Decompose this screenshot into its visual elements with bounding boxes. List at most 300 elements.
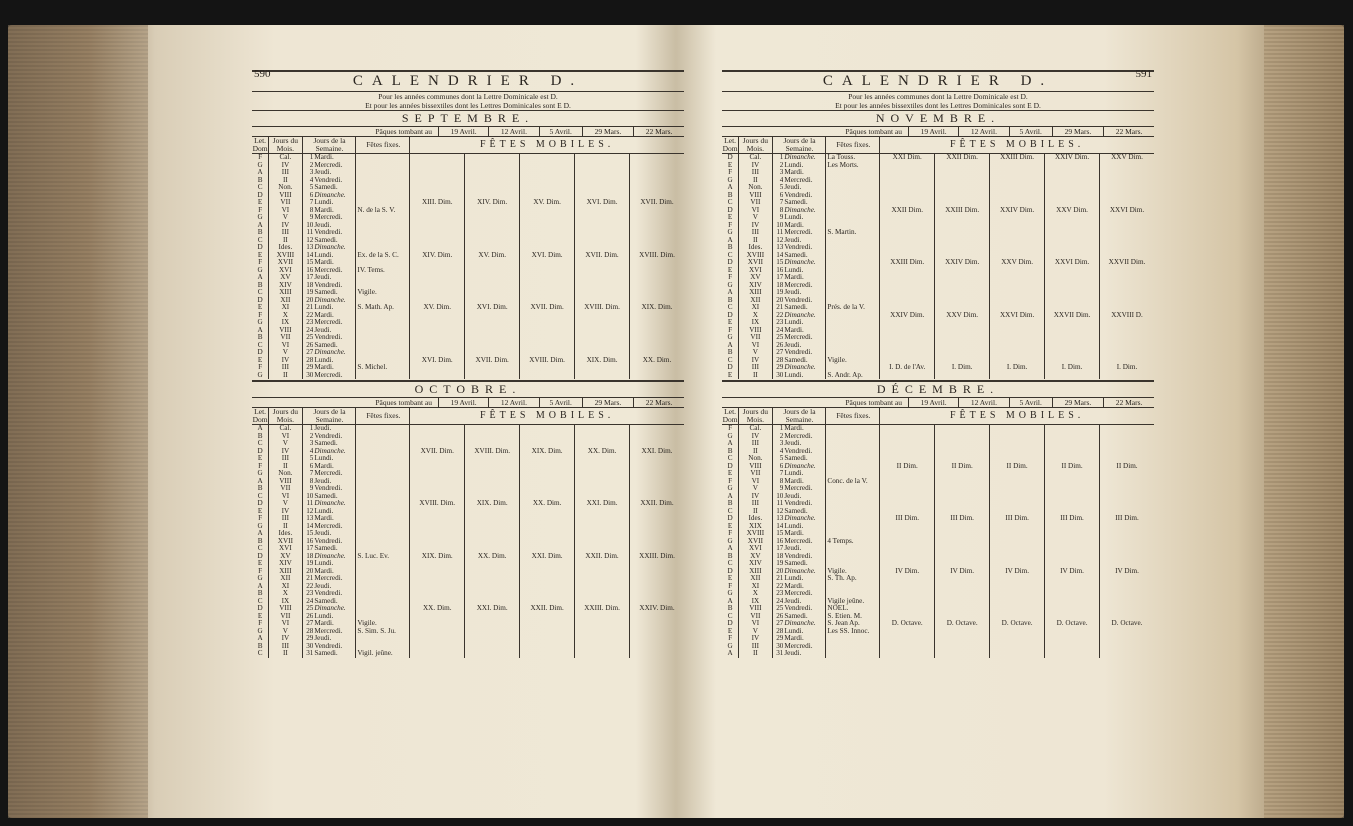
fixed-feast [826, 635, 880, 643]
movable-empty [630, 643, 684, 651]
movable-empty [935, 455, 990, 463]
movable-empty [520, 207, 575, 215]
movable-empty [990, 605, 1045, 613]
roman-day: XV [739, 274, 772, 282]
movable-empty [935, 282, 990, 290]
dominical-letter: C [727, 560, 733, 567]
day-number: 13 [772, 244, 783, 252]
dominical-letter: C [257, 650, 263, 657]
roman-day: XVII [739, 259, 772, 267]
day-number: 4 [772, 448, 783, 456]
day-number: 2 [772, 433, 783, 441]
day-row [722, 259, 1154, 267]
day-number: 26 [302, 613, 313, 621]
movable-empty [1100, 342, 1154, 350]
day-row [722, 192, 1154, 200]
dominical-letter: E [257, 507, 263, 515]
movable-empty [630, 635, 684, 643]
movable-empty [935, 583, 990, 591]
roman-day: II [739, 448, 772, 456]
movable-empty [520, 620, 575, 628]
day-row [722, 334, 1154, 342]
roman-day: II [739, 177, 772, 185]
movable-empty [630, 334, 684, 342]
dominical-letter: C [727, 507, 733, 515]
movable-empty [465, 433, 520, 441]
movable-empty [935, 267, 990, 275]
day-row [722, 364, 1154, 372]
day-number: 12 [772, 237, 783, 245]
movable-empty [630, 364, 684, 372]
movable-empty [575, 154, 630, 162]
movable-feast: XXVII Dim. [1045, 312, 1100, 320]
day-row [722, 455, 1154, 463]
movable-empty [1100, 560, 1154, 568]
movable-empty [990, 575, 1045, 583]
movable-feast: XXIII. Dim. [575, 605, 630, 613]
movable-empty [465, 568, 520, 576]
day-row [722, 289, 1154, 297]
roman-day: XVI [269, 267, 302, 275]
day-number: 16 [772, 267, 783, 275]
fixed-feast [356, 643, 410, 651]
day-number: 14 [302, 252, 313, 260]
movable-empty [630, 590, 684, 598]
day-number: 18 [302, 553, 313, 561]
day-number: 23 [772, 590, 783, 598]
movable-empty [630, 628, 684, 636]
day-number: 23 [772, 319, 783, 327]
day-row [722, 538, 1154, 546]
movable-empty [990, 583, 1045, 591]
dominical-letter: G [727, 334, 733, 341]
movable-empty [410, 440, 465, 448]
movable-empty [880, 327, 935, 335]
fixed-feast [356, 214, 410, 222]
day-row [722, 545, 1154, 553]
movable-empty [1045, 440, 1100, 448]
weekday: Mardi. [314, 462, 334, 470]
roman-day: Non. [739, 455, 772, 463]
roman-day: VIII [269, 327, 302, 335]
movable-empty [1045, 229, 1100, 237]
day-row [722, 154, 1154, 162]
weekday: Vendredi. [314, 432, 343, 440]
day-row [252, 334, 684, 342]
dominical-letter: A [727, 650, 733, 657]
day-row [252, 289, 684, 297]
fixed-feast: S. Jean Ap. [826, 620, 880, 628]
movable-feast: XXII. Dim. [630, 500, 684, 508]
movable-empty [935, 184, 990, 192]
movable-empty [1100, 530, 1154, 538]
day-row [252, 440, 684, 448]
movable-empty [575, 470, 630, 478]
movable-feast: XXVI Dim. [990, 312, 1045, 320]
dominical-letter: C [257, 184, 263, 191]
movable-feast: III Dim. [1100, 515, 1154, 523]
movable-empty [575, 455, 630, 463]
movable-empty [990, 553, 1045, 561]
movable-empty [990, 613, 1045, 621]
day-number: 28 [302, 357, 313, 365]
day-number: 29 [302, 364, 313, 372]
movable-empty [410, 342, 465, 350]
roman-day: VII [269, 199, 302, 207]
fixed-feast [826, 349, 880, 357]
fixed-feast [356, 177, 410, 185]
movable-empty [990, 448, 1045, 456]
movable-empty [575, 440, 630, 448]
movable-empty [465, 349, 520, 357]
weekday: Jeudi. [784, 650, 802, 657]
header-row [252, 408, 684, 425]
movable-empty [1045, 319, 1100, 327]
dominical-letter: F [258, 462, 263, 470]
movable-empty [935, 598, 990, 606]
day-number: 17 [772, 274, 783, 282]
movable-empty [410, 455, 465, 463]
paques-date: 12 Avril. [959, 398, 1009, 408]
day-number: 29 [302, 635, 313, 643]
movable-empty [990, 433, 1045, 441]
dominical-letter: E [257, 199, 263, 206]
movable-empty [935, 530, 990, 538]
dominical-letter: B [257, 485, 263, 492]
movable-feast: XVI. Dim. [520, 252, 575, 260]
movable-empty [1045, 500, 1100, 508]
fixed-feast [356, 613, 410, 621]
movable-empty [1100, 214, 1154, 222]
day-row [722, 357, 1154, 365]
movable-empty [410, 568, 465, 576]
movable-empty [1100, 628, 1154, 636]
day-row [252, 192, 684, 200]
day-row [252, 568, 684, 576]
header-let: Let. Dom [252, 407, 268, 424]
movable-empty [990, 538, 1045, 546]
roman-day: XIII [269, 289, 302, 297]
weekday: Dimanche. [314, 244, 346, 251]
dominical-letter: D [257, 191, 263, 199]
movable-empty [410, 613, 465, 621]
weekday: Jeudi. [314, 477, 332, 485]
weekday: Jeudi. [314, 635, 332, 642]
movable-empty [465, 274, 520, 282]
movable-empty [630, 259, 684, 267]
roman-day: XI [739, 304, 772, 312]
roman-day: VII [269, 334, 302, 342]
movable-empty [1100, 274, 1154, 282]
fixed-feast [826, 530, 880, 538]
roman-day: Non. [739, 184, 772, 192]
fixed-feast [826, 274, 880, 282]
roman-day: VII [739, 470, 772, 478]
movable-empty [575, 620, 630, 628]
movable-empty [410, 244, 465, 252]
movable-empty [935, 252, 990, 260]
movable-empty [880, 342, 935, 350]
roman-day: VII [739, 334, 772, 342]
dominical-letter: D [727, 259, 733, 266]
dominical-letter: D [257, 552, 263, 560]
movable-empty [465, 162, 520, 170]
movable-empty [520, 364, 575, 372]
weekday: Mardi. [314, 620, 334, 627]
movable-empty [1045, 590, 1100, 598]
movable-feast: I. Dim. [935, 364, 990, 372]
fixed-feast [356, 590, 410, 598]
weekday: Vendredi. [784, 349, 813, 356]
fixed-feast: La Touss. [826, 154, 880, 162]
fixed-feast [356, 583, 410, 591]
day-number: 19 [302, 289, 313, 297]
roman-day: VI [269, 620, 302, 628]
movable-empty [465, 259, 520, 267]
weekday: Dimanche. [314, 552, 346, 560]
roman-day: VIII [739, 463, 772, 471]
dominical-letter: B [257, 176, 263, 184]
roman-day: III [739, 169, 772, 177]
paques-date: 5 Avril. [1009, 398, 1052, 408]
weekday: Jeudi. [314, 274, 332, 281]
roman-day: II [269, 650, 302, 658]
movable-empty [410, 478, 465, 486]
movable-empty [575, 237, 630, 245]
movable-empty [1100, 177, 1154, 185]
movable-empty [990, 478, 1045, 486]
movable-feast: D. Octave. [1045, 620, 1100, 628]
day-row [252, 207, 684, 215]
dominical-letter: F [728, 635, 733, 642]
movable-empty [575, 214, 630, 222]
paques-date: 5 Avril. [539, 398, 582, 408]
movable-empty [575, 485, 630, 493]
movable-empty [1045, 327, 1100, 335]
roman-day: V [739, 485, 772, 493]
movable-empty [935, 470, 990, 478]
day-number: 17 [302, 274, 313, 282]
movable-empty [520, 237, 575, 245]
movable-feast: XXVII Dim. [1100, 259, 1154, 267]
dominical-letter: F [728, 326, 733, 334]
movable-empty [990, 455, 1045, 463]
fixed-feast [826, 545, 880, 553]
day-row [722, 605, 1154, 613]
day-row [722, 590, 1154, 598]
weekday: Mardi. [314, 515, 334, 522]
movable-empty [575, 364, 630, 372]
weekday: Mardi. [784, 169, 804, 176]
movable-empty [935, 237, 990, 245]
weekday: Dimanche. [314, 349, 346, 356]
movable-empty [1045, 349, 1100, 357]
roman-day: III [269, 229, 302, 237]
movable-empty [990, 162, 1045, 170]
roman-day: IV [739, 357, 772, 365]
movable-empty [990, 500, 1045, 508]
roman-day: Non. [269, 470, 302, 478]
movable-empty [1100, 598, 1154, 606]
day-row [252, 357, 684, 365]
movable-empty [630, 297, 684, 305]
intro-line: Et pour les années bissextiles dont les Lettres Dominicales sont E D. [835, 101, 1041, 110]
day-number: 11 [772, 229, 783, 237]
paques-date: 22 Mars. [1104, 127, 1154, 137]
movable-empty [935, 523, 990, 531]
day-number: 20 [302, 297, 313, 305]
fixed-feast [826, 508, 880, 516]
roman-day: III [739, 229, 772, 237]
paques-date: 22 Mars. [1104, 398, 1154, 408]
movable-empty [880, 598, 935, 606]
movable-empty [575, 334, 630, 342]
movable-empty [465, 154, 520, 162]
movable-empty [990, 222, 1045, 230]
movable-empty [990, 274, 1045, 282]
movable-empty [410, 184, 465, 192]
movable-empty [410, 169, 465, 177]
movable-empty [630, 478, 684, 486]
dominical-letter: F [258, 364, 263, 371]
day-number: 30 [302, 372, 313, 380]
movable-empty [1100, 222, 1154, 230]
intro-line: Pour les années communes dont la Lettre Dominicale est D. [378, 92, 558, 101]
movable-feast: XXIV Dim. [935, 259, 990, 267]
dominical-letter: F [258, 620, 263, 627]
movable-empty [575, 590, 630, 598]
movable-empty [520, 485, 575, 493]
day-number: 9 [302, 214, 313, 222]
movable-empty [1100, 289, 1154, 297]
movable-empty [410, 635, 465, 643]
dominical-letter: F [728, 169, 733, 176]
roman-day: VI [269, 433, 302, 441]
day-number: 20 [772, 568, 783, 576]
movable-empty [935, 538, 990, 546]
movable-empty [935, 192, 990, 200]
movable-empty [1045, 538, 1100, 546]
movable-feast: XVIII. Dim. [630, 252, 684, 260]
weekday: Jeudi. [314, 530, 332, 537]
movable-empty [935, 493, 990, 501]
movable-feast: XXV Dim. [935, 312, 990, 320]
paques-date: 19 Avril. [439, 127, 489, 137]
day-row [722, 169, 1154, 177]
movable-empty [935, 433, 990, 441]
roman-day: XIII [739, 568, 772, 576]
day-row [252, 598, 684, 606]
movable-feast: XXII. Dim. [575, 553, 630, 561]
movable-empty [410, 267, 465, 275]
fixed-feast [356, 515, 410, 523]
fixed-feast [826, 259, 880, 267]
day-number: 11 [302, 229, 313, 237]
movable-empty [990, 267, 1045, 275]
roman-day: II [739, 650, 772, 658]
movable-empty [630, 282, 684, 290]
movable-empty [465, 538, 520, 546]
dominical-letter: A [727, 236, 733, 244]
movable-empty [575, 319, 630, 327]
fixed-feast [356, 349, 410, 357]
page-intro [252, 92, 684, 111]
movable-feast: XXIII Dim. [880, 259, 935, 267]
dominical-letter: A [727, 492, 733, 500]
dominical-letter: F [258, 311, 263, 319]
day-row [722, 342, 1154, 350]
dominical-letter: D [727, 462, 733, 470]
roman-day: III [739, 643, 772, 651]
paques-date: 12 Avril. [489, 398, 539, 408]
weekday: Samedi. [314, 184, 338, 191]
dominical-letter: F [728, 477, 733, 485]
day-row [722, 282, 1154, 290]
movable-feast: II Dim. [1100, 463, 1154, 471]
day-number: 9 [302, 485, 313, 493]
movable-empty [575, 177, 630, 185]
day-row [722, 560, 1154, 568]
weekday: Vendredi. [314, 485, 343, 492]
weekday: Mardi. [314, 259, 334, 266]
movable-empty [465, 493, 520, 501]
movable-empty [1100, 267, 1154, 275]
dominical-letter: E [257, 304, 263, 311]
header-fetes-mobiles: FÊTES MOBILES. [410, 408, 684, 425]
day-number: 12 [772, 508, 783, 516]
day-number: 9 [772, 214, 783, 222]
roman-day: X [739, 590, 772, 598]
movable-feast: XXIV Dim. [1045, 154, 1100, 162]
movable-empty [1045, 334, 1100, 342]
dominical-letter: B [727, 349, 733, 356]
roman-day: III [269, 455, 302, 463]
dominical-letter: E [727, 470, 733, 477]
dominical-letter: E [257, 356, 263, 364]
fixed-feast [356, 274, 410, 282]
day-row [722, 267, 1154, 275]
movable-feast: II Dim. [935, 463, 990, 471]
movable-empty [880, 319, 935, 327]
movable-feast: XXIII. Dim. [630, 553, 684, 561]
movable-empty [465, 628, 520, 636]
header-jours-mois: Jours du Mois. [269, 137, 302, 154]
day-row [252, 620, 684, 628]
day-number: 15 [302, 259, 313, 267]
fixed-feast [356, 184, 410, 192]
movable-empty [935, 334, 990, 342]
movable-feast: D. Octave. [880, 620, 935, 628]
dominical-letter: C [257, 341, 263, 349]
roman-day: XV [269, 274, 302, 282]
weekday: Dimanche. [784, 462, 816, 470]
movable-feast: XIX. Dim. [465, 500, 520, 508]
day-row [722, 433, 1154, 441]
day-number: 25 [772, 605, 783, 613]
roman-day: VI [739, 620, 772, 628]
day-row [722, 184, 1154, 192]
fixed-feast [356, 162, 410, 170]
dominical-letter: G [257, 266, 263, 274]
movable-empty [935, 244, 990, 252]
fixed-feast: 4 Temps. [826, 538, 880, 546]
roman-day: XI [269, 304, 302, 312]
roman-day: IV [269, 635, 302, 643]
day-number: 25 [772, 334, 783, 342]
dominical-letter: B [257, 334, 263, 341]
day-number: 20 [772, 297, 783, 305]
movable-empty [520, 334, 575, 342]
